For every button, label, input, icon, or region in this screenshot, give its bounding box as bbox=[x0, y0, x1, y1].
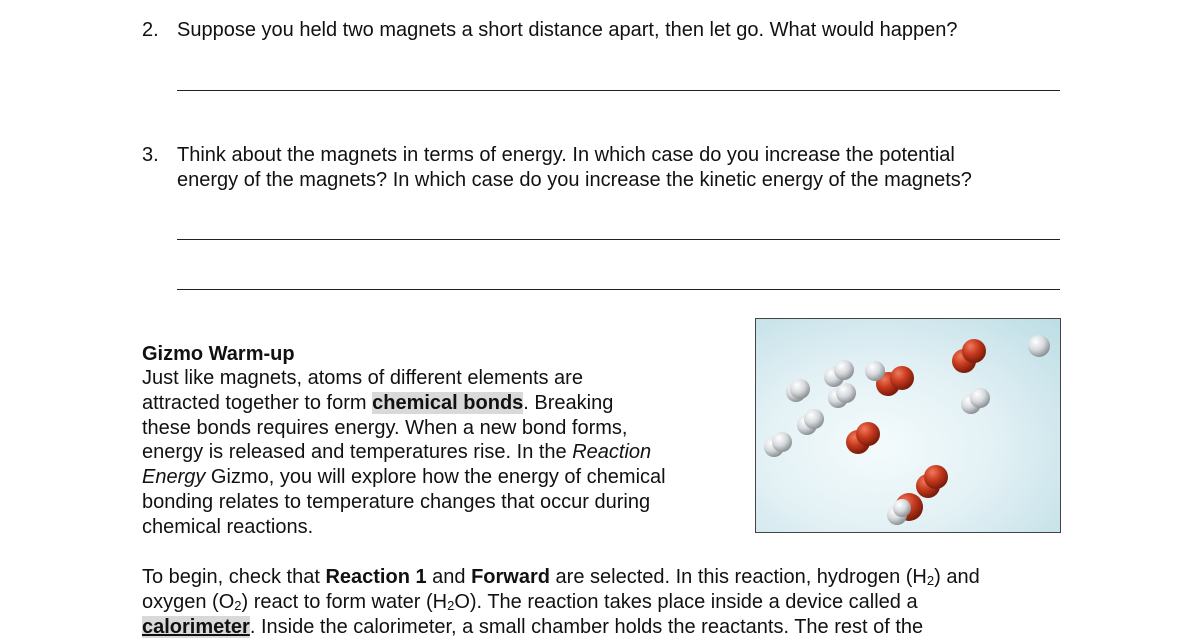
hydrogen-molecule bbox=[865, 361, 887, 381]
gizmo-name: Reaction bbox=[572, 441, 652, 464]
vocab-term[interactable]: calorimeter bbox=[142, 615, 250, 638]
question-text: Suppose you held two magnets a short distance apart, then let go. What would happen? bbox=[177, 19, 958, 41]
question-number: 2. bbox=[142, 19, 159, 41]
subscript: 2 bbox=[926, 573, 935, 588]
text-line: Gizmo, you will explore how the energy of chemical bbox=[205, 466, 666, 489]
subscript: 2 bbox=[447, 597, 455, 613]
text-line: oxygen (O bbox=[142, 590, 235, 613]
text-line: these bonds requires energy. When a new bond forms, bbox=[142, 416, 628, 439]
control-name: Reaction 1 bbox=[325, 566, 427, 588]
text-line: energy is released and temperatures rise. In the bbox=[142, 441, 573, 464]
answer-line[interactable] bbox=[177, 239, 1060, 240]
gizmo-name: Energy bbox=[142, 466, 206, 489]
text-line: Just like magnets, atoms of different elements are bbox=[142, 367, 583, 389]
oxygen-molecule bbox=[916, 465, 948, 498]
question-text-line: energy of the magnets? In which case do you increase the kinetic energy of the magnets? bbox=[177, 169, 972, 191]
hydrogen-molecule bbox=[764, 432, 792, 457]
oxygen-molecule bbox=[846, 422, 880, 454]
answer-line[interactable] bbox=[177, 289, 1060, 290]
text-line: O). The reaction takes place inside a device called a bbox=[454, 590, 918, 613]
vocab-term[interactable]: chemical bonds bbox=[372, 391, 524, 414]
instructions-paragraph bbox=[142, 565, 1072, 639]
subscript: 2 bbox=[234, 597, 242, 613]
text-line: attracted together to form bbox=[142, 391, 373, 414]
text-line: ) and bbox=[934, 566, 980, 588]
control-name: Forward bbox=[471, 566, 550, 588]
text-line: ) react to form water (H bbox=[241, 590, 448, 613]
text-line: . Inside the calorimeter, a small chamber holds the reactants. The rest of the bbox=[249, 615, 924, 638]
hydrogen-molecule bbox=[824, 360, 854, 387]
molecules-image bbox=[755, 318, 1061, 533]
question-text-line: Think about the magnets in terms of energy. In which case do you increase the potential bbox=[177, 144, 955, 166]
text-line: and bbox=[426, 566, 472, 588]
question-text bbox=[177, 143, 1067, 193]
hydrogen-molecule bbox=[786, 379, 810, 402]
water-molecule bbox=[887, 493, 923, 525]
text-line: chemical reactions. bbox=[142, 515, 314, 538]
section-heading: Gizmo Warm-up bbox=[142, 343, 295, 365]
oxygen-molecule bbox=[952, 339, 986, 373]
hydrogen-molecule bbox=[961, 388, 990, 414]
hydrogen-molecule bbox=[1027, 335, 1050, 357]
text-line: To begin, check that bbox=[142, 566, 326, 588]
text-line: . Breaking bbox=[523, 391, 614, 414]
warmup-paragraph bbox=[142, 366, 732, 540]
question-number: 3. bbox=[142, 144, 159, 166]
hydrogen-molecule bbox=[797, 409, 824, 435]
text-line: are selected. In this reaction, hydrogen (H bbox=[550, 566, 927, 588]
answer-line[interactable] bbox=[177, 90, 1060, 91]
text-line: bonding relates to temperature changes that occur during bbox=[142, 490, 651, 513]
